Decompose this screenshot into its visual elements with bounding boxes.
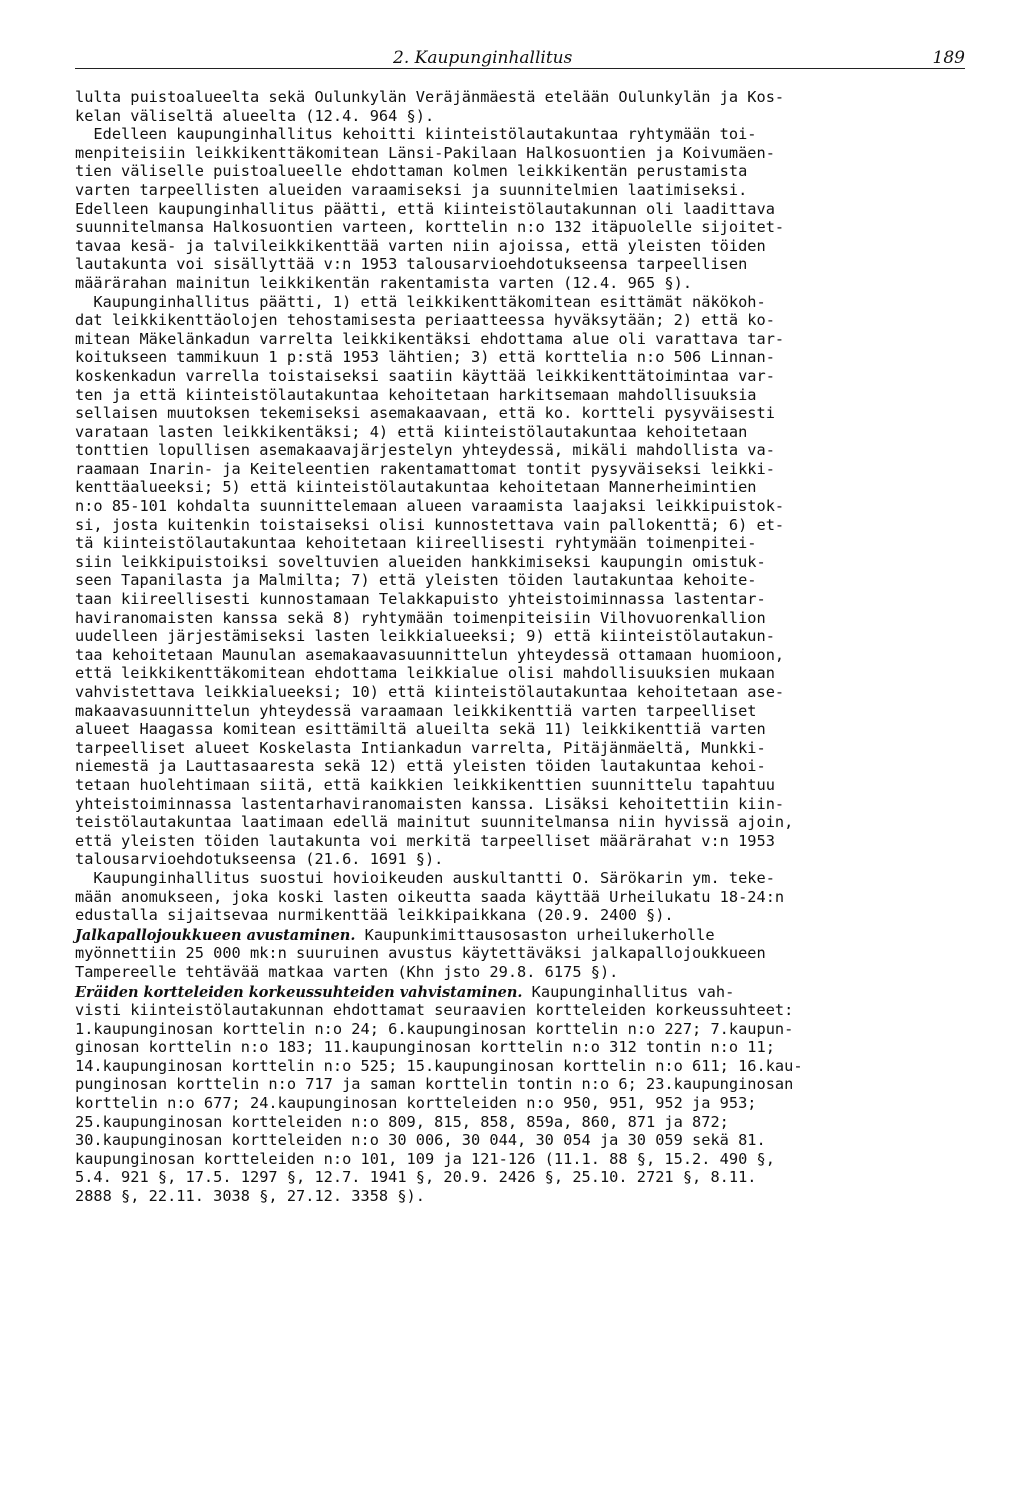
text-line: tä kiinteistölautakuntaa kehoitetaan kiireellisesti ryhtymään toimenpitei-	[75, 534, 757, 553]
text-line: seen Tapanilasta ja Malmilta; 7) että yleisten töiden lautakuntaa kehoite-	[75, 571, 757, 590]
text-line: Edelleen kaupunginhallitus päätti, että kiinteistölautakunnan oli laadittava	[75, 199, 775, 218]
text-line: haviranomaisten kanssa sekä 8) ryhtymään toimenpiteisiin Vilhovuorenkallion	[75, 608, 766, 627]
text-line: ten ja että kiinteistölautakuntaa kehoitetaan harkitsemaan mahdollisuuksia	[75, 385, 757, 404]
text-line: uudelleen järjestämiseksi lasten leikkialueeksi; 9) että kiinteistölautakun-	[75, 627, 775, 646]
text-line: varten tarpeellisten alueiden varaamiseksi ja suunnitelmien laatimiseksi.	[75, 180, 748, 199]
text-line: suunnitelmansa Halkosuontien varteen, korttelin n:o 132 itäpuolelle sijoitet-	[75, 218, 785, 237]
paragraph-jalkapallo-first-line	[75, 926, 975, 945]
running-head: 2. Kaupunginhallitus	[393, 48, 573, 68]
text-line: myönnettiin 25 000 mk:n suuruinen avustus käytettäväksi jalkapallojoukkueen	[75, 944, 766, 963]
text-line: talousarvioehdotukseensa (21.6. 1691 §).	[75, 850, 444, 869]
text-line: makaavasuunnittelun yhteydessä varaamaan leikkikenttiä varten tarpeelliset	[75, 701, 757, 720]
body-text	[75, 88, 975, 1206]
text-line: Edelleen kaupunginhallitus kehoitti kiinteistölautakuntaa ryhtymään toi-	[75, 125, 757, 144]
text-line: tavaa kesä- ja talvileikkikenttää varten niin ajoissa, että yleisten töiden	[75, 236, 766, 255]
text-line: mään anomukseen, joka koski lasten oikeutta saada käyttää Urheilukatu 18-24:n	[75, 887, 785, 906]
text-line: varataan lasten leikkikentäksi; 4) että kiinteistölautakuntaa kehoitetaan	[75, 422, 748, 441]
text-line: mitean Mäkelänkadun varrelta leikkikentäksi ehdottama alue oli varattava tar-	[75, 329, 785, 348]
text-line: niemestä ja Lauttasaaresta sekä 12) että yleisten töiden lautakuntaa kehoi-	[75, 757, 766, 776]
text-line: 2888 §, 22.11. 3038 §, 27.12. 3358 §).	[75, 1187, 425, 1206]
text-line: tarpeelliset alueet Koskelasta Intiankadun varrelta, Pitäjänmäeltä, Munkki-	[75, 738, 766, 757]
text-line: punginosan korttelin n:o 717 ja saman korttelin tontin n:o 6; 23.kaupunginosan	[75, 1075, 794, 1094]
text-line: siin leikkipuistoiksi soveltuvien alueiden hankkimiseksi kaupungin omistuk-	[75, 552, 766, 571]
paragraph-korkeus-first-line	[75, 983, 975, 1002]
text-line: kelan väliseltä alueelta (12.4. 964 §).	[75, 106, 435, 125]
text-line: si, josta kuitenkin toistaiseksi olisi kunnostettava vain pallokenttä; 6) et-	[75, 515, 785, 534]
page-header	[75, 46, 965, 69]
text-line: kaupunginosan kortteleiden n:o 101, 109 ja 121-126 (11.1. 88 §, 15.2. 490 §,	[75, 1149, 775, 1168]
text-line: Kaupunginhallitus vah-	[522, 982, 735, 1001]
main-paragraphs	[75, 88, 975, 925]
text-line: visti kiinteistölautakunnan ehdottamat seuraavien kortteleiden korkeussuhteet:	[75, 1001, 794, 1020]
text-line: 30.kaupunginosan kortteleiden n:o 30 006, 30 044, 30 054 ja 30 059 sekä 81.	[75, 1131, 766, 1150]
text-line: määrärahan mainitun leikkikentän rakentamista varten (12.4. 965 §).	[75, 273, 693, 292]
text-line: lautakunta voi sisällyttää v:n 1953 talousarvioehdotukseensa tarpeellisen	[75, 255, 748, 274]
text-line: että yleisten töiden lautakunta voi merkitä tarpeelliset määrärahat v:n 1953	[75, 831, 775, 850]
text-line: ginosan korttelin n:o 183; 11.kaupunginosan korttelin n:o 312 tontin n:o 11;	[75, 1038, 775, 1057]
text-line: tonttien lopullisen asemakaavajärjestelyn yhteydessä, mikäli mahdollista va-	[75, 441, 775, 460]
text-line: n:o 85-101 kohdalta suunnittelemaan alueen varaamista laajaksi leikkipuistok-	[75, 497, 785, 516]
text-line: korttelin n:o 677; 24.kaupunginosan kortteleiden n:o 950, 951, 952 ja 953;	[75, 1094, 757, 1113]
heading-jalkapallo: Jalkapallojoukkueen avustaminen.	[75, 926, 356, 944]
text-line: lulta puistoalueelta sekä Oulunkylän Veräjänmäestä etelään Oulunkylän ja Kos-	[75, 88, 785, 106]
text-line: tetaan huolehtimaan siitä, että kaikkien leikkikenttien suunnittelu tapahtuu	[75, 775, 775, 794]
text-line: vahvistettava leikkialueeksi; 10) että kiinteistölautakuntaa kehoitetaan ase-	[75, 683, 785, 701]
text-line: Tampereelle tehtävää matkaa varten (Khn jsto 29.8. 6175 §).	[75, 962, 619, 981]
heading-korkeussuhteet: Eräiden kortteleiden korkeussuhteiden vahvistaminen.	[75, 983, 523, 1001]
text-line: tien väliselle puistoalueelle ehdottaman kolmen leikkikentän perustamista	[75, 162, 748, 181]
text-line: sellaisen muutoksen tekemiseksi asemakaavaan, että ko. kortteli pysyväisesti	[75, 404, 775, 423]
text-line: edustalla sijaitsevaa nurmikenttää leikkipaikkana (20.9. 2400 §).	[75, 906, 674, 925]
text-line: koitukseen tammikuun 1 p:stä 1953 lähtien; 3) että korttelia n:o 506 Linnan-	[75, 348, 775, 367]
text-line: Kaupunkimittausosaston urheilukerholle	[355, 925, 715, 944]
page-number: 189	[932, 48, 965, 68]
text-line: koskenkadun varrella toistaiseksi saatiin käyttää leikkikenttätoimintaa var-	[75, 366, 775, 385]
text-line: dat leikkikenttäolojen tehostamisesta periaatteessa hyväksytään; 2) että ko-	[75, 311, 775, 330]
text-line: taa kehoitetaan Maunulan asemakaavasuunnittelun yhteydessä ottamaan huomioon,	[75, 645, 785, 664]
text-line: 25.kaupunginosan kortteleiden n:o 809, 815, 858, 859a, 860, 871 ja 872;	[75, 1112, 729, 1131]
text-line: Kaupunginhallitus päätti, 1) että leikkikenttäkomitean esittämät näkökoh-	[75, 292, 766, 311]
text-line: kenttäalueeksi; 5) että kiinteistölautakuntaa kehoitetaan Mannerheimintien	[75, 478, 757, 497]
text-line: 14.kaupunginosan korttelin n:o 525; 15.kaupunginosan korttelin n:o 611; 16.kau-	[75, 1056, 803, 1075]
text-line: alueet Haagassa komitean esittämiltä alueilta sekä 11) leikkikenttiä varten	[75, 720, 766, 739]
text-line: 5.4. 921 §, 17.5. 1297 §, 12.7. 1941 §, 20.9. 2426 §, 25.10. 2721 §, 8.11.	[75, 1168, 757, 1187]
text-line: teistölautakuntaa laatimaan edellä mainitut suunnitelmansa niin hyvissä ajoin,	[75, 813, 794, 832]
text-line: että leikkikenttäkomitean ehdottama leikkialue olisi mahdollisuuksien mukaan	[75, 664, 775, 683]
text-line: Kaupunginhallitus suostui hovioikeuden auskultantti O. Särökarin ym. teke-	[75, 868, 775, 887]
text-line: 1.kaupunginosan korttelin n:o 24; 6.kaupunginosan korttelin n:o 227; 7.kaupun-	[75, 1019, 794, 1038]
text-line: taan kiireellisesti kunnostamaan Telakkapuisto yhteistoiminnassa lastentar-	[75, 590, 766, 609]
text-line: menpiteisiin leikkikenttäkomitean Länsi-Pakilaan Halkosuontien ja Koivumäen-	[75, 143, 775, 162]
text-line: raamaan Inarin- ja Keiteleentien rakentamattomat tontit pysyväiseksi leikki-	[75, 459, 775, 478]
text-line: yhteistoiminnassa lastentarhaviranomaisten kanssa. Lisäksi kehoitettiin kiin-	[75, 794, 785, 813]
